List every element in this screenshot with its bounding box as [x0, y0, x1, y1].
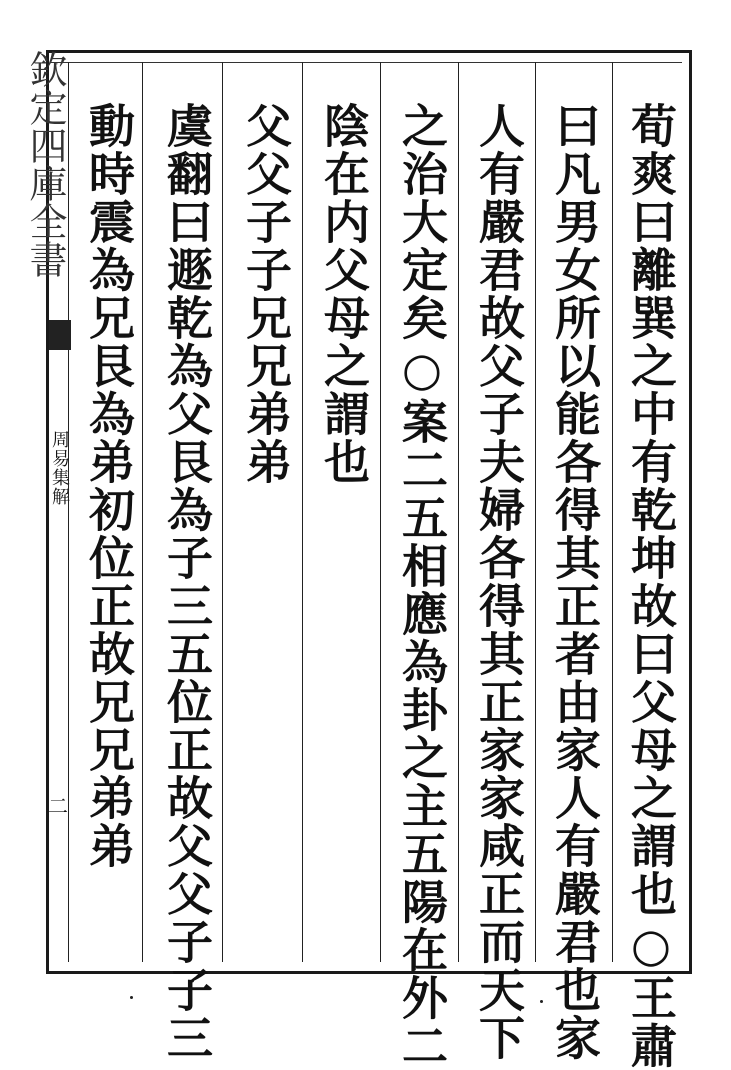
column-rule	[380, 62, 381, 962]
margin-header: 欽定四庫全書	[23, 50, 67, 278]
page-number: 二	[48, 794, 68, 818]
column-rule	[535, 62, 536, 962]
ink-speck	[540, 1000, 543, 1003]
book-title: 周易集解	[49, 430, 70, 506]
text-column-3: 人有嚴君故父子夫婦各得其正家家咸正而天下	[472, 102, 526, 1062]
column-rule	[142, 62, 143, 962]
column-rule	[612, 62, 613, 962]
header-rule	[50, 62, 682, 63]
text-column-7: 虞翻曰遯乾為父艮為子三五位正故父父子子三	[160, 102, 214, 1062]
column-rule	[222, 62, 223, 962]
column-rule	[458, 62, 459, 962]
column-rule	[68, 62, 69, 962]
text-column-4: 之治大定矣○案二五相應為卦之主五陽在外二	[395, 102, 449, 1070]
text-column-8: 動時震為兄艮為弟初位正故兄兄弟弟	[82, 102, 136, 870]
text-column-2: 曰凡男女所以能各得其正者由家人有嚴君也家	[548, 102, 602, 1062]
column-rule	[302, 62, 303, 962]
text-column-1: 荀爽曰離巽之中有乾坤故曰父母之謂也○王肅	[624, 102, 678, 1070]
ink-speck	[130, 996, 133, 999]
text-column-6: 父父子子兄兄弟弟	[239, 102, 293, 486]
text-column-5: 陰在内父母之謂也	[317, 102, 371, 486]
